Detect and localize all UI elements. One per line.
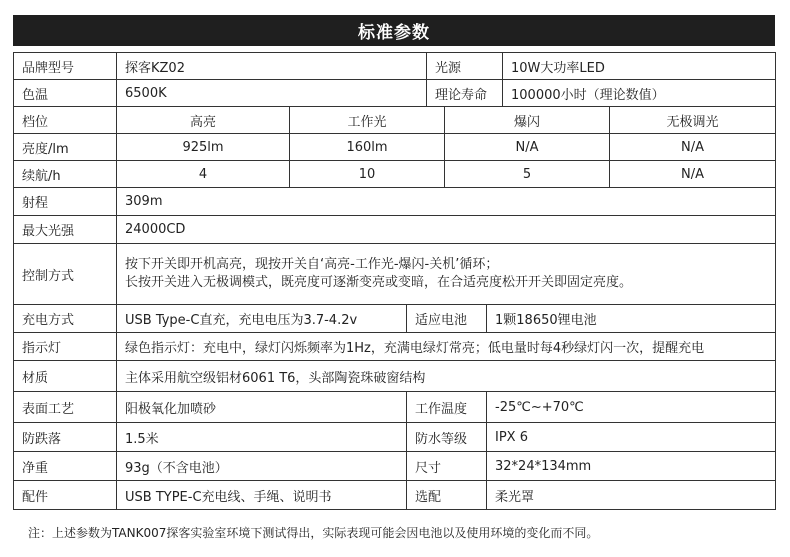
label-material: 材质: [14, 361, 117, 392]
runtime-stepless: N/A: [610, 161, 776, 188]
value-weight: 93g（不含电池）: [117, 452, 407, 481]
control-line-1: 按下开关即开机高亮，现按开关自‘高亮-工作光-爆闪-关机’循环；: [125, 257, 499, 272]
page-title: 标准参数: [13, 15, 775, 46]
brightness-work: 160lm: [290, 134, 445, 161]
row-accessories: [14, 481, 776, 510]
value-size: 32*24*134mm: [487, 452, 776, 481]
label-modes: 档位: [14, 107, 117, 134]
row-charging: [14, 305, 776, 333]
value-max-intensity: 24000CD: [117, 216, 776, 244]
row-brightness: [14, 134, 776, 161]
brightness-stepless: N/A: [610, 134, 776, 161]
value-accessories: USB TYPE-C充电线、手绳、说明书: [117, 481, 407, 510]
value-drop: 1.5米: [117, 423, 407, 452]
row-drop: [14, 423, 776, 452]
row-finish: [14, 392, 776, 423]
label-indicator: 指示灯: [14, 333, 117, 361]
value-color-temp: 6500K: [117, 80, 427, 107]
label-range: 射程: [14, 188, 117, 216]
row-material: [14, 361, 776, 392]
row-range: [14, 188, 776, 216]
label-finish: 表面工艺: [14, 392, 117, 423]
value-work-temp: -25℃~+70℃: [487, 392, 776, 423]
mode-strobe: 爆闪: [445, 107, 610, 134]
value-light-source: 10W大功率LED: [503, 53, 776, 80]
value-indicator: 绿色指示灯：充电中，绿灯闪烁频率为1Hz，充满电绿灯常亮；低电量时每4秒绿灯闪一次，提醒充电: [117, 333, 776, 361]
value-brand: 探客KZ02: [117, 53, 427, 80]
mode-stepless: 无极调光: [610, 107, 776, 134]
row-modes: [14, 107, 776, 134]
brightness-high: 925lm: [117, 134, 290, 161]
label-lifespan: 理论寿命: [427, 80, 503, 107]
mode-work: 工作光: [290, 107, 445, 134]
label-weight: 净重: [14, 452, 117, 481]
runtime-strobe: 5: [445, 161, 610, 188]
label-light-source: 光源: [427, 53, 503, 80]
label-optional: 选配: [407, 481, 487, 510]
label-accessories: 配件: [14, 481, 117, 510]
value-optional: 柔光罩: [487, 481, 776, 510]
label-drop: 防跌落: [14, 423, 117, 452]
label-brightness: 亮度/lm: [14, 134, 117, 161]
label-size: 尺寸: [407, 452, 487, 481]
value-charging: USB Type-C直充，充电电压为3.7-4.2v: [117, 305, 407, 333]
modes-table: [13, 106, 776, 188]
value-battery: 1颗18650锂电池: [487, 305, 776, 333]
row-brand: [14, 53, 776, 80]
label-brand: 品牌型号: [14, 53, 117, 80]
value-lifespan: 100000小时（理论数值）: [503, 80, 776, 107]
label-charging: 充电方式: [14, 305, 117, 333]
runtime-high: 4: [117, 161, 290, 188]
control-line-2: 长按开关进入无极调模式，既亮度可逐渐变亮或变暗，在合适亮度松开开关即固定亮度。: [125, 275, 633, 290]
value-waterproof: IPX 6: [487, 423, 776, 452]
details-table: [13, 187, 776, 510]
footnote: 注：上述参数为TANK007探客实验室环境下测试得出，实际表现可能会因电池以及使用环境的变化而不同。: [28, 526, 599, 540]
row-weight: [14, 452, 776, 481]
row-runtime: [14, 161, 776, 188]
mode-high: 高亮: [117, 107, 290, 134]
row-max-intensity: [14, 216, 776, 244]
label-battery: 适应电池: [407, 305, 487, 333]
label-max-intensity: 最大光强: [14, 216, 117, 244]
label-waterproof: 防水等级: [407, 423, 487, 452]
value-control: [117, 244, 776, 305]
value-material: 主体采用航空级铝材6061 T6，头部陶瓷珠破窗结构: [117, 361, 776, 392]
row-control: [14, 244, 776, 305]
value-finish: 阳极氧化加喷砂: [117, 392, 407, 423]
spec-table: [13, 52, 776, 107]
runtime-work: 10: [290, 161, 445, 188]
label-control: 控制方式: [14, 244, 117, 305]
label-runtime: 续航/h: [14, 161, 117, 188]
label-work-temp: 工作温度: [407, 392, 487, 423]
label-color-temp: 色温: [14, 80, 117, 107]
brightness-strobe: N/A: [445, 134, 610, 161]
row-indicator: [14, 333, 776, 361]
row-color-temp: [14, 80, 776, 107]
value-range: 309m: [117, 188, 776, 216]
